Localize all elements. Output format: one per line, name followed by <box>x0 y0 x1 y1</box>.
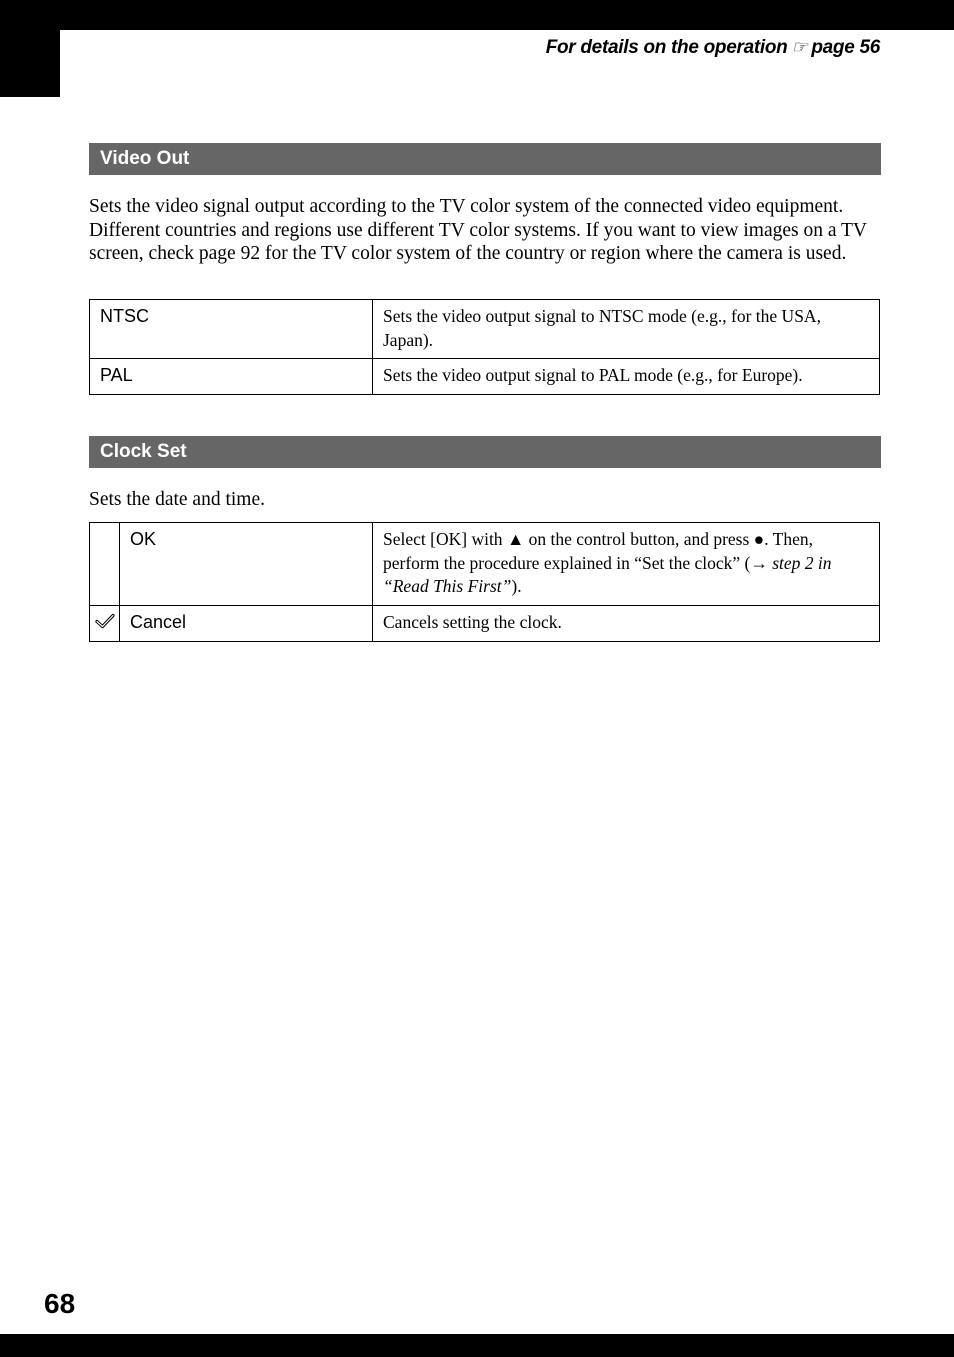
right-arrow-icon: → <box>750 552 768 573</box>
section-title-video-out: Video Out <box>89 143 881 175</box>
option-description: Cancels setting the clock. <box>373 606 880 642</box>
option-name: Cancel <box>120 606 373 642</box>
desc-reference: step 2 in “Read This First” <box>383 552 832 596</box>
video-out-description: Sets the video signal output according to the TV color system of the connected video equipment. Different countries and regions use different TV color systems. If you want to view images on a TV screen, check page 92 for the TV color system of the country or region where the camera is used. <box>89 196 867 264</box>
clock-set-options-table <box>89 522 880 642</box>
up-arrow-icon: ▲ <box>506 529 525 549</box>
corner-tab <box>0 0 60 97</box>
bottom-black-bar <box>0 1334 954 1357</box>
checkmark-icon <box>95 613 115 629</box>
table-row <box>90 359 880 395</box>
section-title-clock-set: Clock Set <box>89 436 881 468</box>
option-name: OK <box>120 523 373 606</box>
desc-text: ). <box>511 576 522 596</box>
reference-text: For details on the operation <box>545 37 788 58</box>
option-name: NTSC <box>90 300 373 359</box>
option-description: Sets the video output signal to NTSC mode (e.g., for the USA, Japan). <box>373 300 880 359</box>
center-button-icon: ● <box>753 529 765 549</box>
video-out-options-table <box>89 299 880 395</box>
page-number: 68 <box>44 1288 76 1319</box>
reference-page: page 56 <box>811 37 880 58</box>
desc-text: . Then, perform the procedure explained in “Set the clock” ( <box>383 529 814 573</box>
default-mark-cell <box>90 606 120 642</box>
desc-text: Select [OK] with <box>383 529 503 549</box>
table-row <box>90 300 880 359</box>
pointing-hand-icon: ☞ <box>791 37 808 57</box>
table-row <box>90 606 880 642</box>
clock-set-description: Sets the date and time. <box>89 489 265 510</box>
default-mark-cell <box>90 523 120 606</box>
table-row <box>90 523 880 606</box>
top-black-bar <box>0 0 954 30</box>
option-name: PAL <box>90 359 373 395</box>
operation-reference <box>546 37 880 59</box>
option-description <box>373 523 880 606</box>
option-description: Sets the video output signal to PAL mode (e.g., for Europe). <box>373 359 880 395</box>
desc-text: on the control button, and press <box>528 529 750 549</box>
